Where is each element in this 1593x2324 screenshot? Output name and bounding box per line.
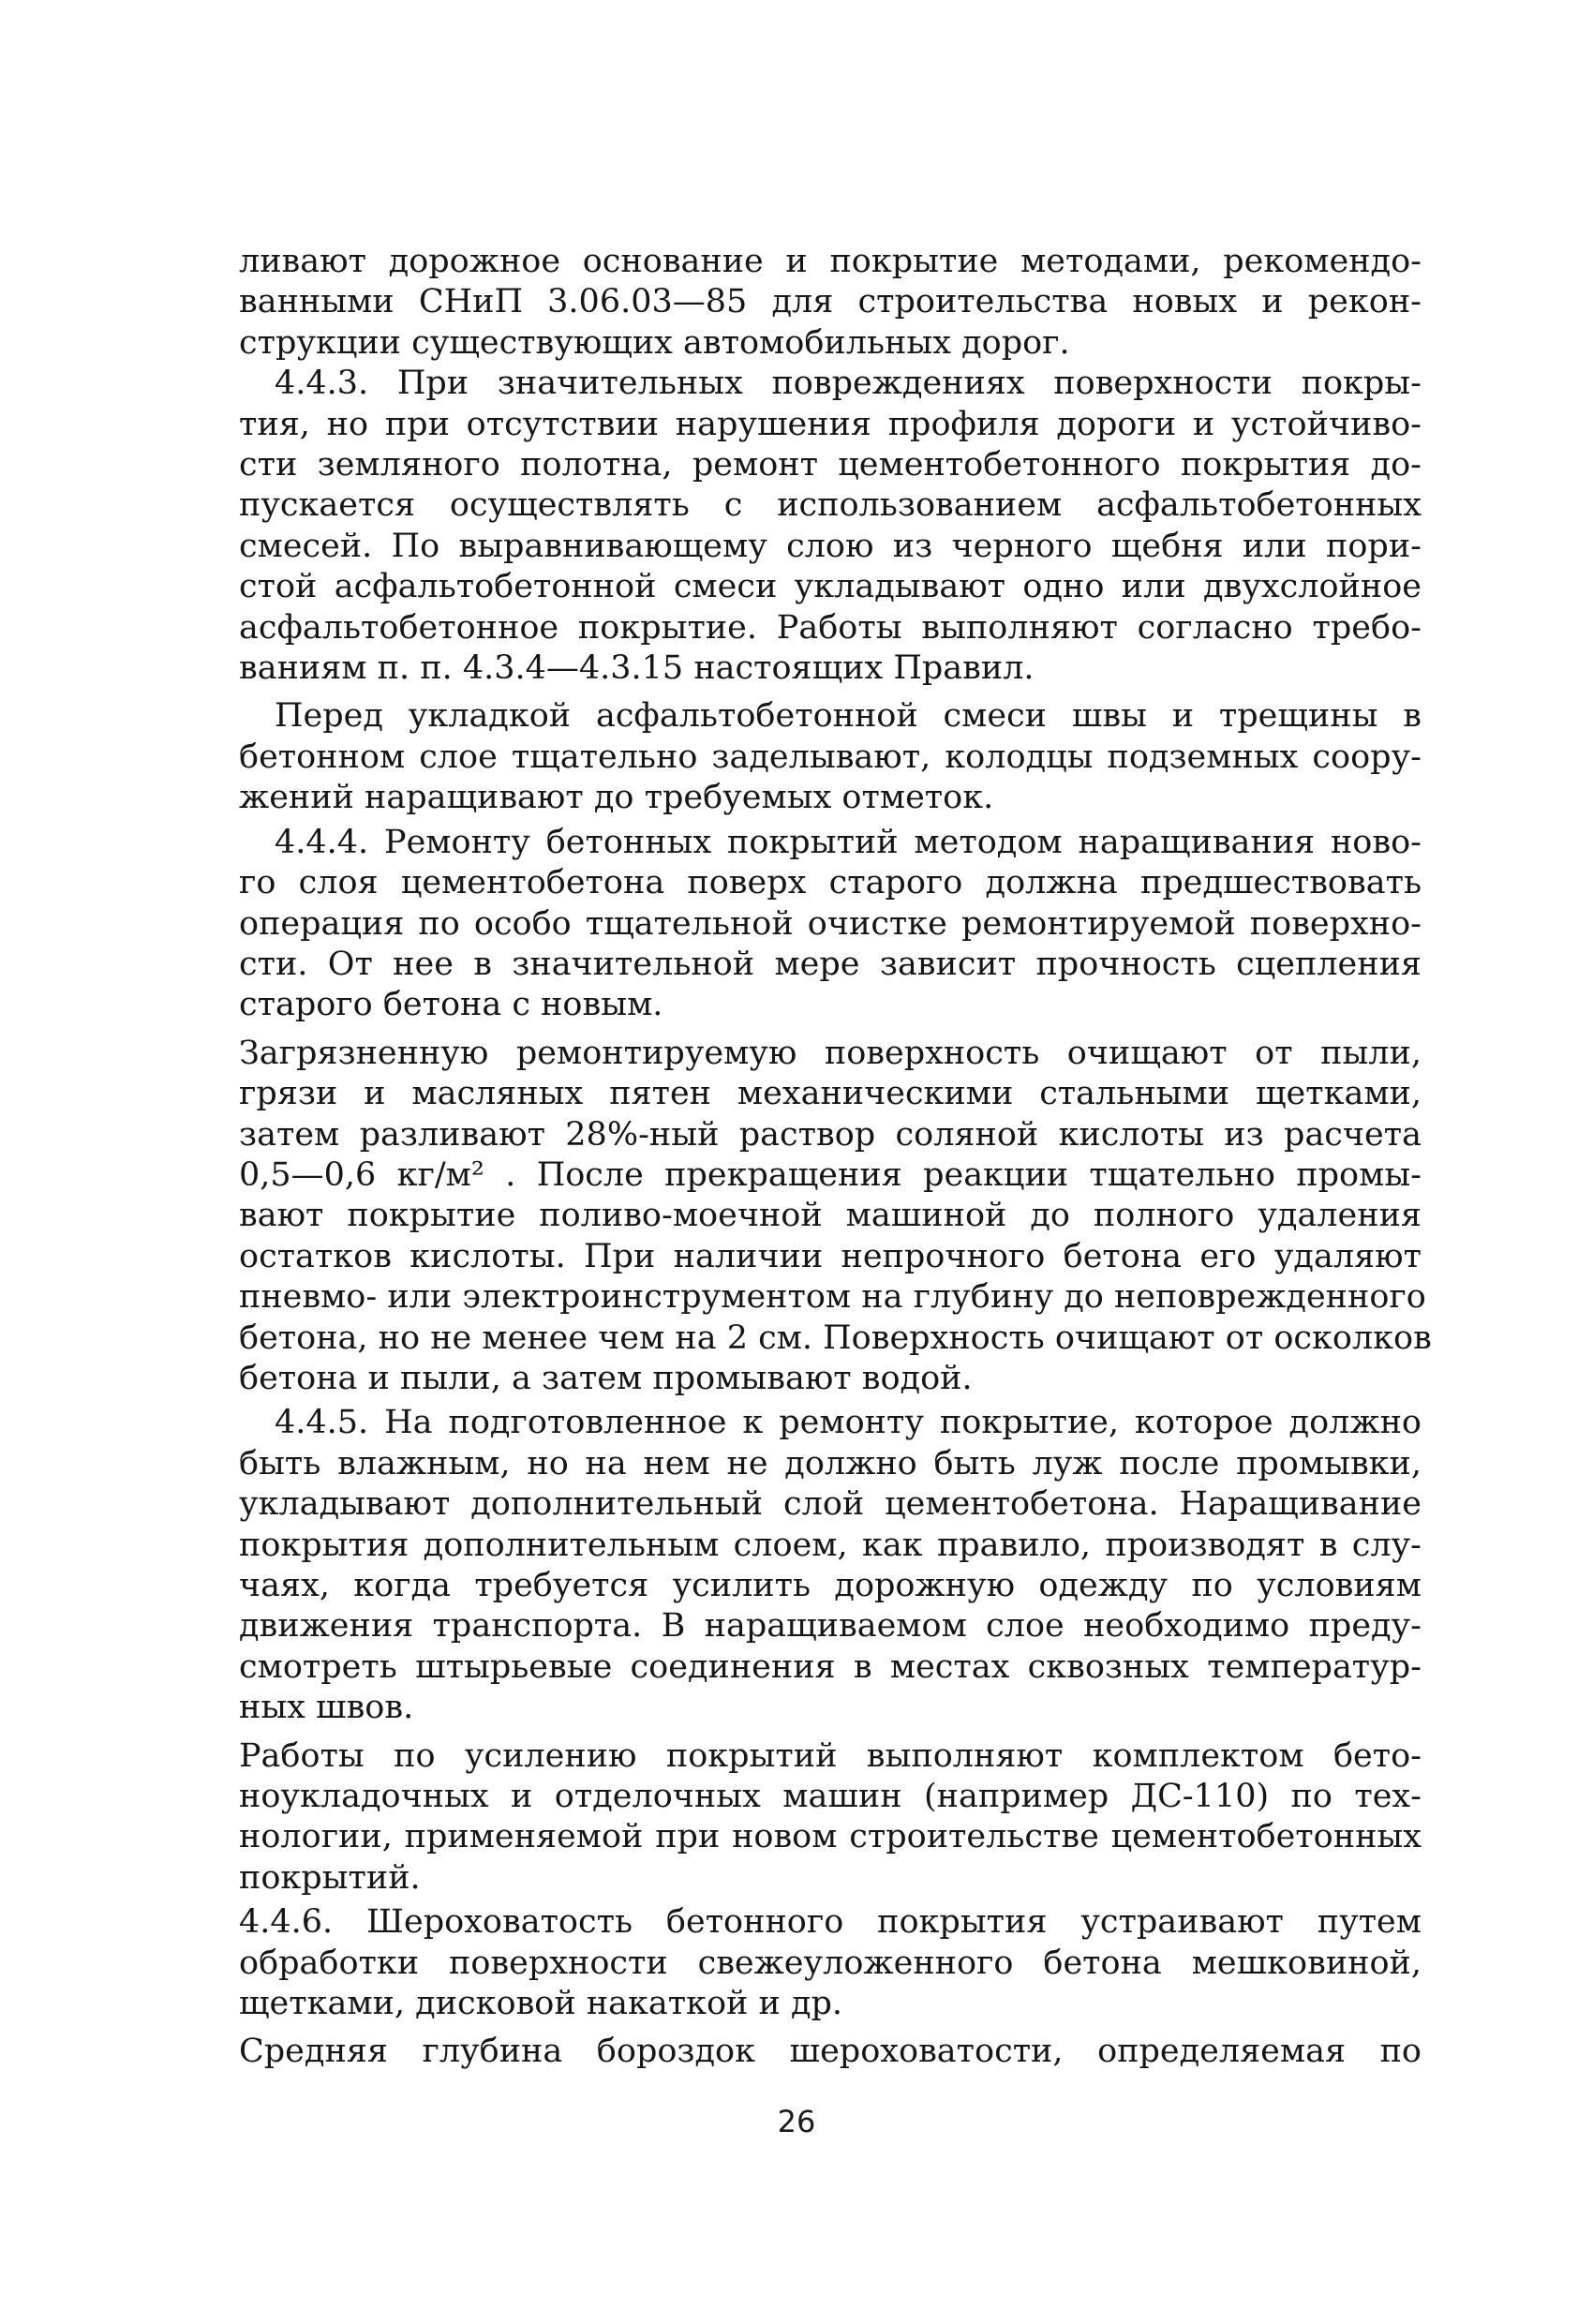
text-line: затем разливают 28%-ный раствор соляной кислоты из расчета xyxy=(239,1115,1422,1154)
text-line: операция по особо тщательной очистке ремонтируемой поверхно- xyxy=(239,904,1422,943)
text-line: стой асфальтобетонной смеси укладывают одно или двухслойное xyxy=(239,568,1422,606)
text-line: ных швов. xyxy=(239,1689,414,1727)
text-line: струкции существующих автомобильных дорог. xyxy=(239,323,1070,362)
page-number: 26 xyxy=(777,2104,816,2139)
text-line: 0,5—0,6 кг/м² . После прекращения реакции тщательно промы- xyxy=(239,1155,1422,1194)
text-line: бетона и пыли, а затем промывают водой. xyxy=(239,1359,973,1397)
text-line: Работы по усилению покрытий выполняют комплектом бето- xyxy=(239,1736,1422,1775)
text-line: бетона, но не менее чем на 2 см. Поверхность очищают от осколков xyxy=(239,1318,1432,1357)
document-page xyxy=(239,242,1432,2073)
text-line: укладывают дополнительный слой цементобетона. Наращивание xyxy=(239,1485,1422,1524)
text-line: 4.4.4. Ремонту бетонных покрытий методом наращивания ново- xyxy=(275,823,1422,861)
paragraph-4-4-6 xyxy=(239,1902,1422,2024)
text-line: остатков кислоты. При наличии непрочного бетона его удаляют xyxy=(239,1237,1422,1275)
text-line: асфальтобетонное покрытие. Работы выполняют согласно требо- xyxy=(239,608,1422,647)
text-line: Загрязненную ремонтируемую поверхность очищают от пыли, xyxy=(239,1034,1422,1072)
text-line: щетками, дисковой накаткой и др. xyxy=(239,1985,843,2023)
paragraph-strengthening xyxy=(239,1736,1422,1899)
text-line: ваниям п. п. 4.3.4—4.3.15 настоящих Правил. xyxy=(239,649,1035,688)
text-line: ноукладочных и отделочных машин (например ДС-110) по тех- xyxy=(239,1778,1422,1816)
text-line: Средняя глубина бороздок шероховатости, определяемая по xyxy=(239,2033,1422,2071)
text-line: 4.4.5. На подготовленное к ремонту покрытие, которое должно xyxy=(275,1404,1422,1442)
text-line: старого бетона с новым. xyxy=(239,986,663,1024)
paragraph-4-4-4 xyxy=(239,823,1422,1026)
text-line: го слоя цементобетона поверх старого должна предшествовать xyxy=(239,864,1422,902)
text-line: покрытия дополнительным слоем, как правило, производят в слу- xyxy=(239,1526,1422,1564)
text-line: жений наращивают до требуемых отметок. xyxy=(239,779,994,817)
text-line: смесей. По выравнивающему слою из черного щебня или пори- xyxy=(239,527,1422,565)
text-line: вают покрытие поливо-моечной машиной до полного удаления xyxy=(239,1197,1422,1235)
text-line: 4.4.6. Шероховатость бетонного покрытия устраивают путем xyxy=(239,1903,1422,1942)
text-line: сти земляного полотна, ремонт цементобетонного покрытия до- xyxy=(239,446,1422,484)
text-line: грязи и масляных пятен механическими стальными щетками, xyxy=(239,1075,1422,1113)
text-line: бетонном слое тщательно заделывают, колодцы подземных соору- xyxy=(239,737,1422,776)
text-line: обработки поверхности свежеуложенного бетона мешковиной, xyxy=(239,1944,1422,1982)
paragraph-continuation xyxy=(239,242,1422,364)
text-line: смотреть штырьевые соединения в местах сквозных температур- xyxy=(239,1647,1422,1686)
text-line: пневмо- или электроинструментом на глубину до неповрежденного xyxy=(239,1278,1426,1317)
text-line: быть влажным, но на нем не должно быть луж после промывки, xyxy=(239,1444,1422,1482)
text-line: тия, но при отсутствии нарушения профиля дороги и устойчиво- xyxy=(239,405,1422,443)
paragraph-depth xyxy=(239,2032,1422,2072)
text-line: пускается осуществлять с использованием асфальтобетонных xyxy=(239,486,1422,525)
paragraph-cleaning xyxy=(239,1034,1432,1400)
text-line: движения транспорта. В наращиваемом слое необходимо преду- xyxy=(239,1607,1422,1646)
text-line: Перед укладкой асфальтобетонной смеси швы и трещины в xyxy=(275,697,1422,736)
text-line: ливают дорожное основание и покрытие методами, рекомендо- xyxy=(239,243,1422,280)
text-line: ванными СНиП 3.06.03—85 для строительства новых и рекон- xyxy=(239,283,1422,321)
text-line: 4.4.3. При значительных повреждениях поверхности покры- xyxy=(275,365,1422,403)
text-line: чаях, когда требуется усилить дорожную одежду по условиям xyxy=(239,1567,1422,1604)
paragraph-4-4-3 xyxy=(239,364,1422,689)
text-line: нологии, применяемой при новом строительстве цементобетонных xyxy=(239,1818,1422,1856)
text-line: сти. От нее в значительной мере зависит прочность сцепления xyxy=(239,945,1422,983)
paragraph-joints xyxy=(239,696,1422,818)
paragraph-4-4-5 xyxy=(239,1403,1422,1728)
text-line: покрытий. xyxy=(239,1858,421,1897)
